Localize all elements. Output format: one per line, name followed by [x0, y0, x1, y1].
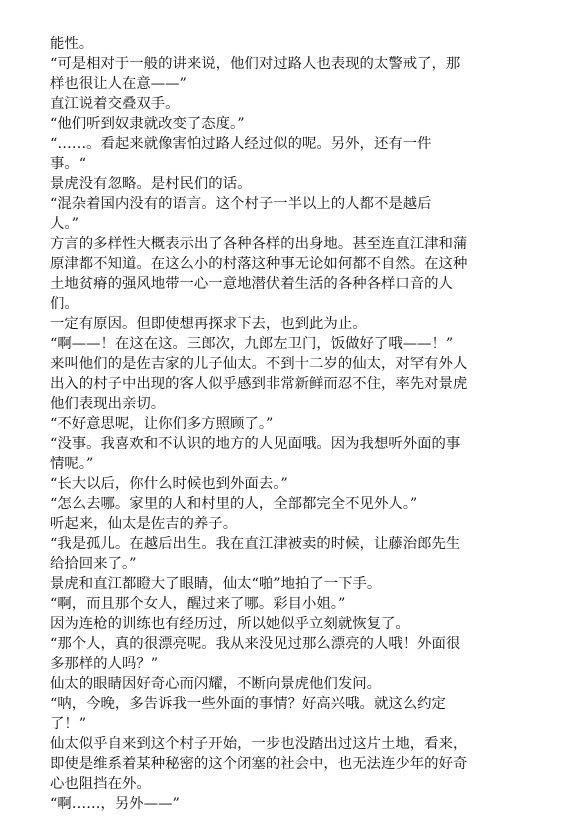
text-line: 仙太的眼睛因好奇心而闪耀，不断向景虎他们发问。: [50, 676, 381, 692]
text-line: 直江说着交叠双手。: [50, 96, 180, 112]
text-line: 给拾回来了。”: [50, 556, 137, 572]
text-line: 人。”: [50, 216, 79, 232]
text-line: 景虎和直江都瞪大了眼睛，仙太“啪”地拍了一下手。: [50, 576, 382, 592]
text-line: 他们表现出亲切。: [50, 396, 166, 412]
text-line: “啊……，另外——”: [50, 796, 180, 812]
text-line: “他们听到奴隶就改变了态度。”: [50, 116, 245, 132]
text-line: “不好意思呢，让你们多方照顾了。”: [50, 416, 274, 432]
text-line: “啊，而且那个女人，醒过来了哪。彩目小姐。”: [50, 596, 346, 612]
text-line: 因为连枪的训练也有经历过，所以她似乎立刻就恢复了。: [50, 616, 410, 632]
text-line: 听起来，仙太是佐吉的养子。: [50, 516, 238, 532]
text-line: “没事。我喜欢和不认识的地方的人见面哦。因为我想听外面的事: [50, 436, 461, 452]
text-line: 仙太似乎自来到这个村子开始，一步也没踏出过这片土地，看来，: [50, 736, 468, 752]
text-line: 事。“: [50, 156, 87, 172]
text-line: 多那样的人吗？”: [50, 656, 159, 672]
text-line: “我是孤儿。在越后出生。我在直江津被卖的时候，让藤治郎先生: [50, 536, 461, 552]
text-line: 样也很让人在意——”: [50, 76, 187, 92]
text-line: 原津都不知道。在这么小的村落这种事无论如何都不自然。在这种: [50, 256, 468, 272]
document-page: [50, 34, 530, 814]
text-line: “呐，今晚，多告诉我一些外面的事情？好高兴哦。就这么约定: [50, 696, 446, 712]
text-line: 心也阻挡在外。: [50, 776, 151, 792]
text-line: 们。: [50, 296, 79, 312]
text-line: “长大以后，你什么时候也到外面去。”: [50, 476, 288, 492]
text-line: 一定有原因。但即使想再探求下去，也到此为止。: [50, 316, 367, 332]
text-line: 了！”: [50, 716, 87, 732]
text-line: “啊——！在这在这。三郎次，九郎左卫门，饭做好了哦——！”: [50, 336, 454, 352]
text-line: 能性。: [50, 36, 94, 52]
text-line: 即使是维系着某种秘密的这个闭塞的社会中，也无法连少年的好奇: [50, 756, 468, 772]
text-line: 出入的村子中出现的客人似乎感到非常新鲜而忍不住，率先对景虎: [50, 376, 468, 392]
text-line: “可是相对于一般的讲来说，他们对过路人也表现的太警戒了，那: [50, 56, 461, 72]
text-line: “怎么去哪。家里的人和村里的人，全部都完全不见外人。”: [50, 496, 418, 512]
text-line: 方言的多样性大概表示出了各种各样的出身地。甚至连直江津和蒲: [50, 236, 468, 252]
text-line: “那个人，真的很漂亮呢。我从来没见过那么漂亮的人哦！外面很: [50, 636, 461, 652]
text-line: “……。看起来就像害怕过路人经过似的呢。另外，还有一件: [50, 136, 432, 152]
text-line: 情呢。”: [50, 456, 94, 472]
text-line: 来叫他们的是佐吉家的儿子仙太。不到十二岁的仙太，对罕有外人: [50, 356, 468, 372]
text-line: 土地贫瘠的强风地带一心一意地潜伏着生活的各种各样口音的人: [50, 276, 453, 292]
text-line: 景虎没有忽略。是村民们的话。: [50, 176, 252, 192]
text-line: “混杂着国内没有的语言。这个村子一半以上的人都不是越后: [50, 196, 432, 212]
